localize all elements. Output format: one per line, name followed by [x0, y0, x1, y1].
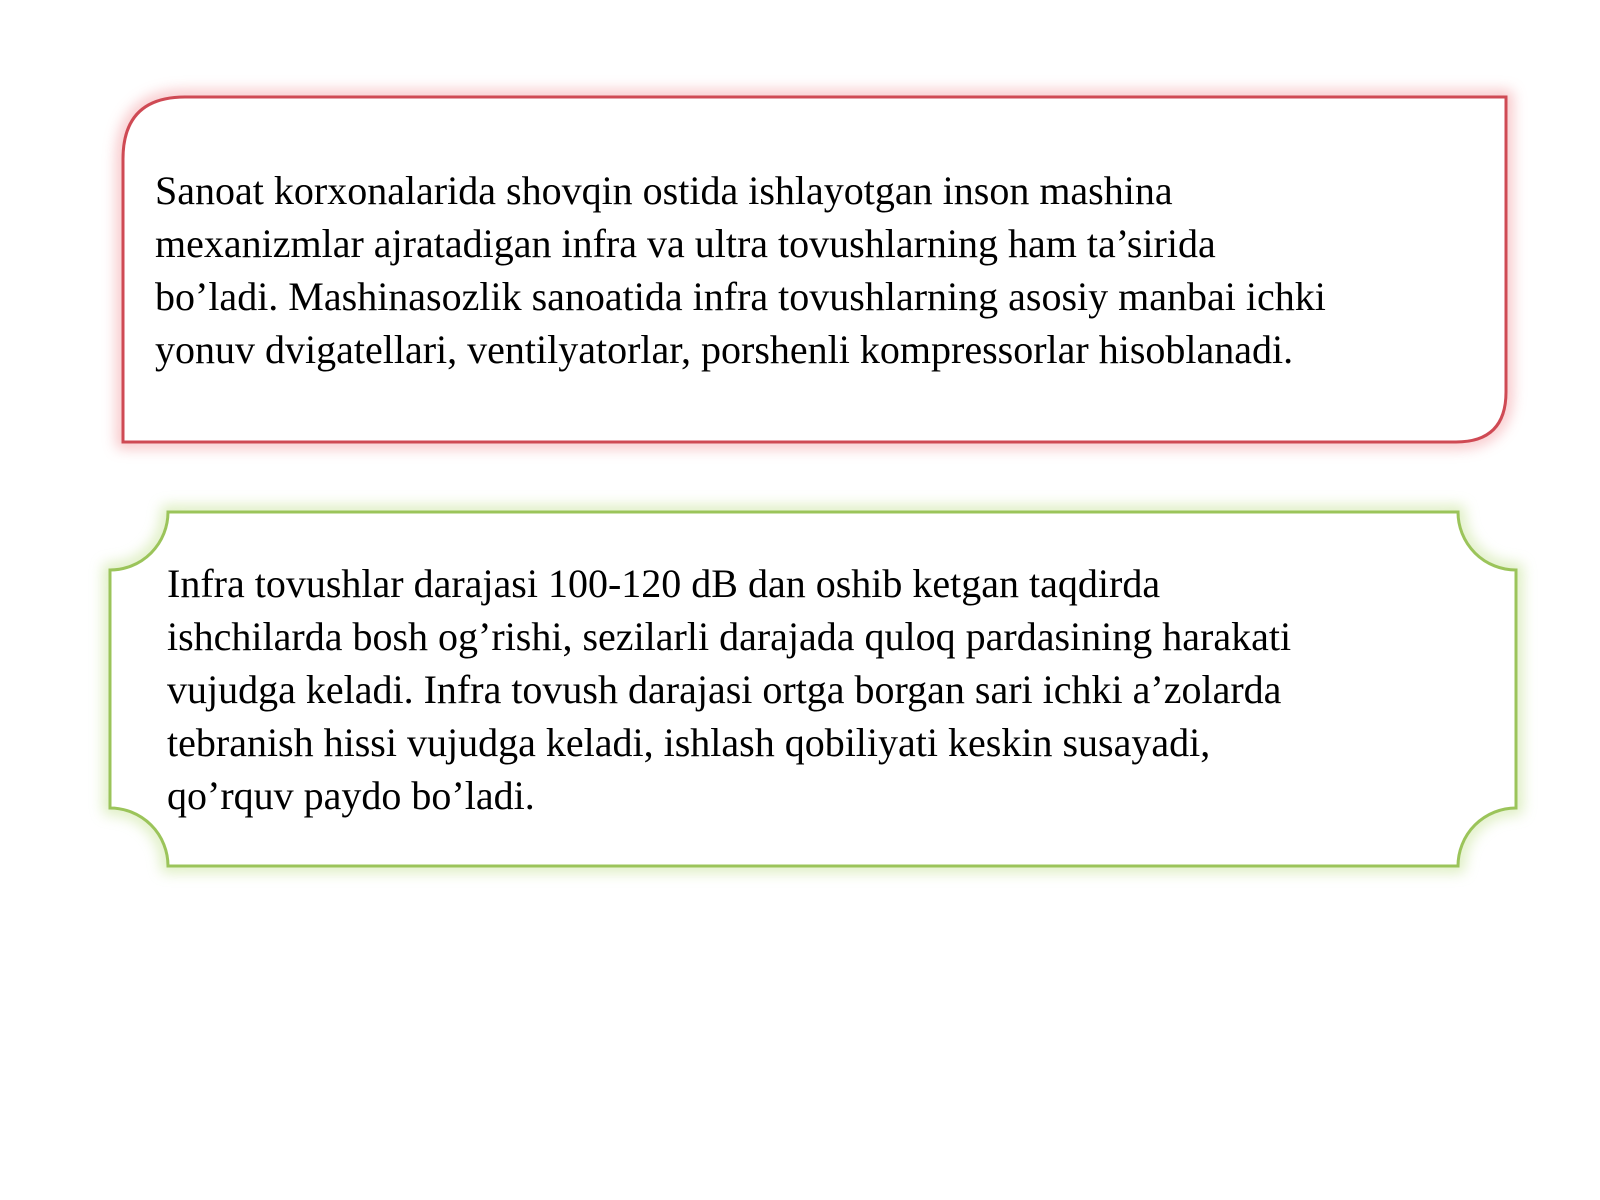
- bottom-panel-text: Infra tovushlar darajasi 100-120 dB dan oshib ketgan taqdirda ishchilarda bosh og’rishi, sezilarli darajada quloq pardasining harakati vujudga keladi. Infra tovush darajasi ortga borgan sari ichki a’zolarda tebranish hissi vujudga keladi, ishlash qobiliyati keskin susayadi, qo’rquv paydo bo’ladi.: [167, 561, 1292, 818]
- top-panel-text: Sanoat korxonalarida shovqin ostida ishlayotgan inson mashina mexanizmlar ajratadigan infra va ultra tovushlarning ham ta’sirida bo’ladi. Mashinasozlik sanoatida infra tovushlarning asosiy manbai ichki yonuv dvigatellari, ventilyatorlar, porshenli kompressorlar hisoblanadi.: [155, 168, 1326, 372]
